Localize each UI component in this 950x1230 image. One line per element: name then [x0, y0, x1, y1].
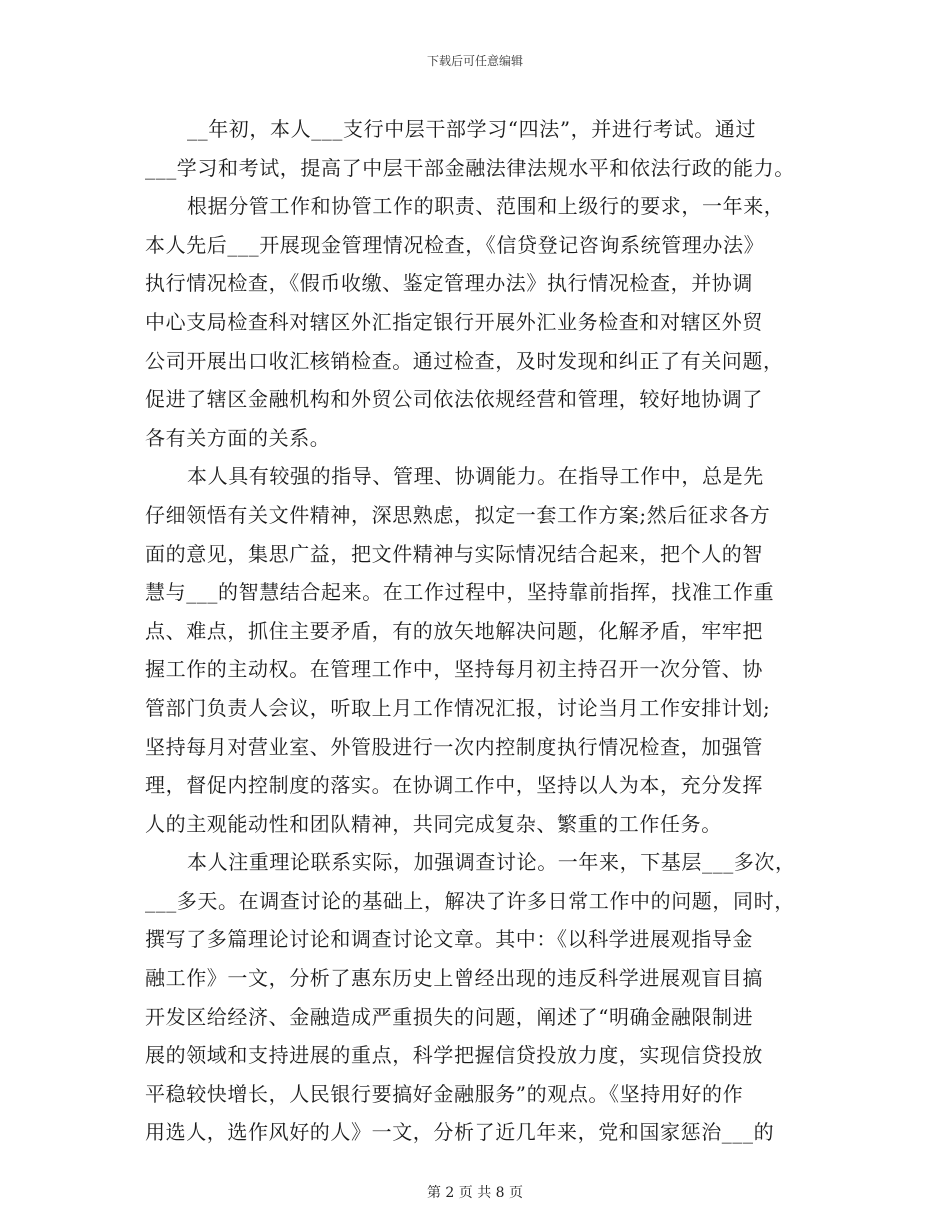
text-line: 仔细领悟有关文件精神，深思熟虑，拟定一套工作方案;然后征求各方: [145, 502, 771, 527]
document-body: [145, 110, 815, 1152]
text-line: 握工作的主动权。在管理工作中，坚持每月初主持召开一次分管、协: [145, 657, 763, 682]
text-line: 慧与___的智慧结合起来。在工作过程中，坚持靠前指挥，找准工作重: [145, 580, 775, 605]
text-line: ___多天。在调查讨论的基础上，解决了许多日常工作中的问题，同时，: [145, 888, 795, 913]
text-line: __年初，本人___支行中层干部学习“四法”，并进行考试。通过: [187, 117, 757, 141]
text-line: 中心支局检查科对辖区外汇指定银行开展外汇业务检查和对辖区外贸: [145, 309, 763, 334]
text-line: 展的领域和支持进展的重点，科学把握信贷投放力度，实现信贷投放: [145, 1043, 763, 1068]
text-line: 开发区给经济、金融造成严重损失的问题，阐述了“明确金融限制进: [145, 1004, 754, 1029]
text-line: 促进了辖区金融机构和外贸公司依法依规经营和管理，较好地协调了: [145, 387, 763, 412]
text-line: 坚持每月对营业室、外管股进行一次内控制度执行情况检查，加强管: [145, 734, 763, 759]
text-line: 本人先后___开展现金管理情况检查，《信贷登记咨询系统管理办法》: [145, 232, 765, 257]
text-line: 公司开展出口收汇核销检查。通过检查，及时发现和纠正了有关问题，: [145, 348, 784, 373]
text-line: 点、难点，抓住主要矛盾，有的放矢地解决问题，化解矛盾，牢牢把: [145, 618, 763, 643]
text-line: 本人注重理论联系实际，加强调查讨论。一年来，下基层___多次，: [187, 850, 796, 875]
text-line: 融工作》一文，分析了惠东历史上曾经出现的违反科学进展观盲目搞: [145, 966, 763, 991]
text-line: 根据分管工作和协管工作的职责、范围和上级行的要求，一年来，: [187, 194, 785, 219]
text-line: 管部门负责人会议，听取上月工作情况汇报，讨论当月工作安排计划;: [145, 695, 771, 720]
page-number: 第 2 页 共 8 页: [426, 1185, 524, 1201]
text-line: 面的意见，集思广益，把文件精神与实际情况结合起来，把个人的智: [145, 541, 763, 566]
page-header-note: 下载后可任意编辑: [426, 54, 523, 68]
text-line: 平稳较快增长，人民银行要搞好金融服务”的观点。《坚持用好的作: [145, 1081, 744, 1106]
text-line: 执行情况检查，《假币收缴、鉴定管理办法》执行情况检查，并协调: [145, 271, 753, 296]
text-line: 用选人，选作风好的人》一文，分析了近几年来，党和国家惩治___的: [145, 1120, 775, 1145]
text-line: 人的主观能动性和团队精神，共同完成复杂、繁重的工作任务。: [145, 811, 722, 836]
text-line: ___学习和考试，提高了中层干部金融法律法规水平和依法行政的能力。: [145, 155, 795, 180]
text-line: 各有关方面的关系。: [145, 425, 331, 450]
text-line: 撰写了多篇理论讨论和调查讨论文章。其中：《以科学进展观指导金: [145, 927, 753, 952]
text-line: 理，督促内控制度的落实。在协调工作中，坚持以人为本，充分发挥: [145, 773, 763, 798]
text-line: 本人具有较强的指导、管理、协调能力。在指导工作中，总是先: [187, 464, 764, 489]
